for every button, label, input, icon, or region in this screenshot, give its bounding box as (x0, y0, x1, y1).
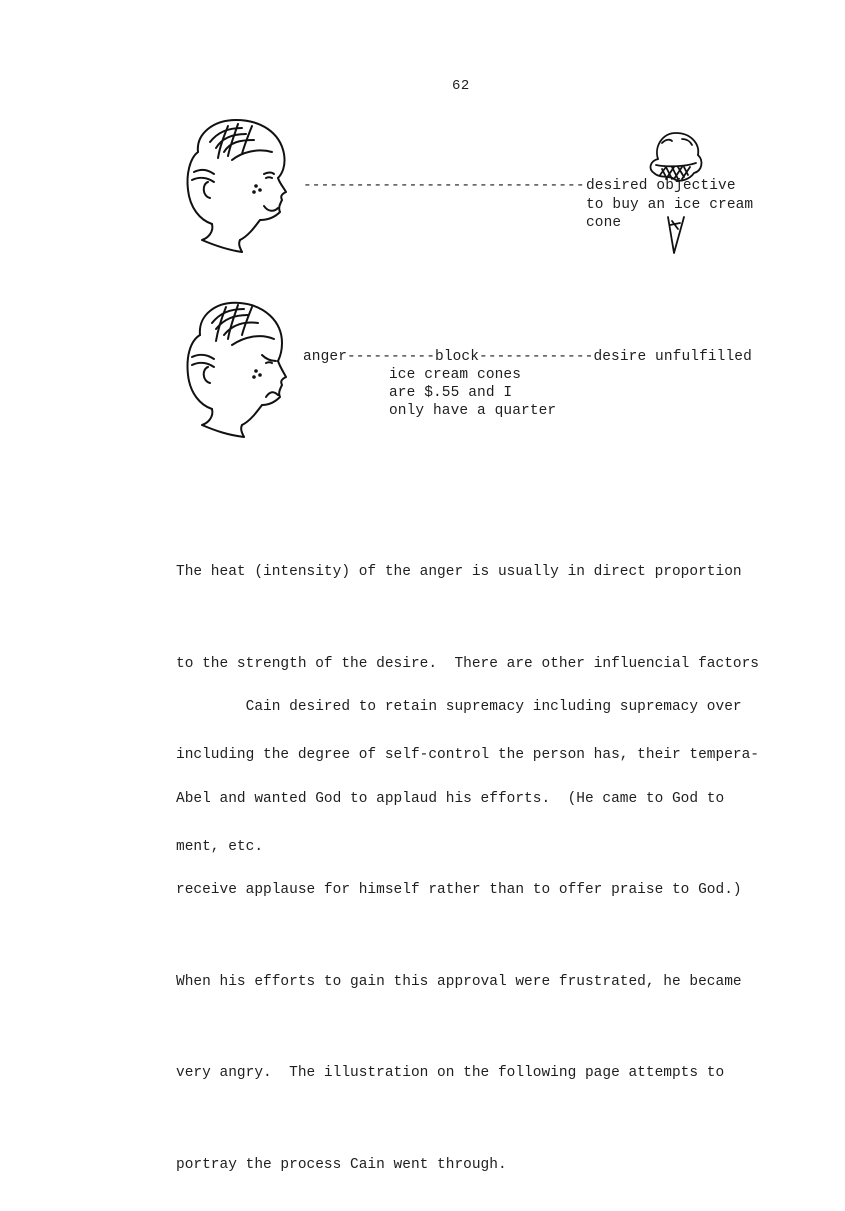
paragraph-1-line-4: ment, etc. (176, 838, 264, 855)
anger-block-line: anger----------block-------------desire unfulfilled (303, 349, 752, 365)
paragraph-2-line-4: When his efforts to gain this approval were frustrated, he became (176, 973, 742, 990)
paragraph-2-line-5: very angry. The illustration on the following page attempts to (176, 1065, 725, 1081)
paragraph-2-line-1: Cain desired to retain supremacy including supremacy over (176, 699, 742, 715)
objective-line-3: cone (586, 215, 622, 231)
paragraph-1-line-3: including the degree of self-control the person has, their tempera- (176, 747, 759, 763)
block-line-1: ice cream cones (389, 367, 522, 383)
paragraph-1-line-1: The heat (intensity) of the anger is usually in direct proportion (176, 564, 742, 580)
angry-face-illustration (168, 295, 293, 440)
block-line-3: only have a quarter (389, 403, 557, 419)
paragraph-2-line-2: Abel and wanted God to applaud his efforts. (He came to God to (176, 790, 725, 807)
paragraph-1-line-2: to the strength of the desire. There are other influencial factors (176, 655, 759, 672)
paragraph-2-line-6: portray the process Cain went through. (176, 1156, 507, 1173)
objective-line-1: desired objective (586, 178, 736, 194)
objective-line-2: to buy an ice cream (586, 197, 754, 213)
paragraph-2-line-3: receive applause for himself rather than to offer praise to God.) (176, 882, 742, 898)
block-line-2: are $.55 and I (389, 385, 513, 401)
page-number: 62 (452, 78, 470, 94)
paragraph-2 (176, 631, 766, 1211)
happy-face-illustration (168, 112, 293, 254)
ice-cream-cone-icon (644, 125, 716, 257)
objective-dashes: -------------------------------- (303, 178, 585, 194)
